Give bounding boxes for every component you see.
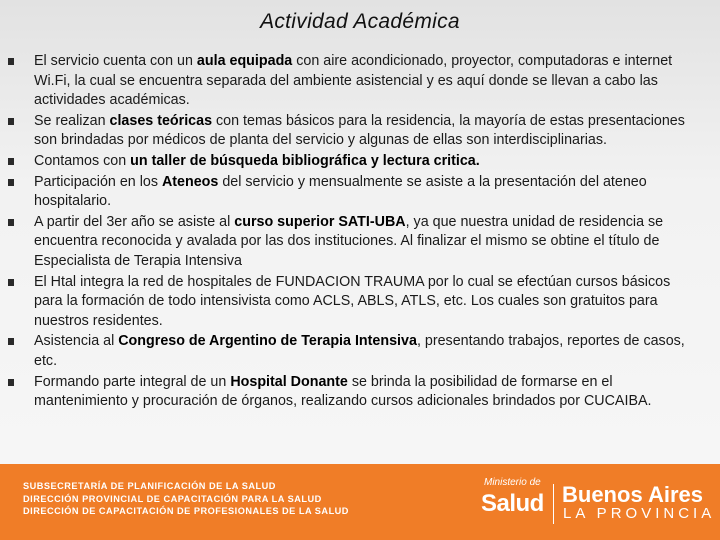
bullet-text: Se realizan [34, 112, 110, 129]
footer-text [23, 480, 349, 518]
bullet-text: Contamos con [34, 152, 131, 169]
bullet-emphasis: Hospital Donante [230, 373, 348, 390]
bullet-text: A partir del 3er año se asiste al [34, 213, 235, 230]
footer-line-2: DIRECCIÓN PROVINCIAL DE CAPACITACIÓN PARA LA SALUD [23, 493, 322, 504]
bullet-square-icon [8, 179, 14, 186]
salud-logo: Salud [481, 490, 544, 517]
bullet-emphasis: Congreso de Argentino de Terapia Intensiva [118, 333, 417, 350]
bullet-item [8, 112, 698, 151]
provincia-label: LA PROVINCIA [563, 505, 716, 522]
bullet-text: El Htal integra la red de hospitales de FUNDACION TRAUMA por lo cual se efectúan cursos básicos para la formación de todo intensivista como ACLS, ABLS, ATLS, etc. Los cuales son gratuitos para nuestros residentes. [34, 273, 671, 329]
bullet-list [8, 52, 698, 413]
bullet-item [8, 52, 698, 111]
logo-divider [553, 484, 554, 524]
bullet-square-icon [8, 58, 14, 65]
bullet-square-icon [8, 338, 14, 345]
bullet-item [8, 152, 698, 172]
bullet-text: , ya que nuestra unidad de residencia se encuentra reconocida y avalada por las dos instituciones. Al finalizar el mismo se obtine el título de Especialista de Terapia Intensiva [34, 213, 664, 269]
bullet-text: Participación en los [34, 173, 162, 190]
bullet-item [8, 173, 698, 212]
bullet-square-icon [8, 158, 14, 165]
bullet-square-icon [8, 279, 14, 286]
footer-banner [0, 464, 720, 540]
bullet-text: se brinda la posibilidad de formarse en el mantenimiento y procuración de órganos, realizando cursos adicionales brindados por CUCAIBA. [34, 373, 652, 410]
bullet-text: con temas básicos para la residencia, la mayoría de estas presentaciones son brindadas por médicos de planta del servicio y algunas de ellas son interdisciplinarias. [34, 112, 685, 149]
bullet-item [8, 373, 698, 412]
bullet-text: El servicio cuenta con un [34, 53, 197, 69]
bullet-emphasis: un taller de búsqueda bibliográfica y lectura critica. [130, 152, 480, 169]
bullet-text: Formando parte integral de un [34, 373, 231, 390]
bullet-emphasis: Ateneos [161, 173, 219, 190]
footer-line-3: DIRECCIÓN DE CAPACITACIÓN DE PROFESIONALES DE LA SALUD [23, 506, 349, 516]
bullet-item [8, 332, 698, 371]
bullet-emphasis: aula equipada [196, 53, 293, 69]
buenos-aires-logo: Buenos Aires [562, 482, 704, 507]
footer-line-1: SUBSECRETARÍA DE PLANIFICACIÓN DE LA SALUD [23, 481, 276, 491]
bullet-square-icon [8, 379, 14, 386]
bullet-item [8, 273, 698, 332]
bullet-text: con aire acondicionado, proyector, computadoras e internet Wi.Fi, la cual se encuentra separada del ambiente asistencial y es aquí donde se llevan a cabo las actividades académicas. [34, 53, 673, 109]
slide-title: Actividad Académica [260, 10, 460, 33]
bullet-item [8, 213, 698, 272]
bullet-square-icon [8, 219, 14, 226]
bullet-emphasis: clases teóricas [109, 112, 213, 129]
bullet-text: Asistencia al [34, 333, 119, 350]
bullet-text: , presentando trabajos, reportes de casos, etc. [34, 333, 685, 369]
bullet-emphasis: curso superior SATI-UBA [234, 213, 406, 230]
bullet-text: del servicio y mensualmente se asiste a la presentación del ateneo hospitalario. [34, 173, 647, 210]
ministerio-label: Ministerio de [484, 477, 541, 488]
bullet-square-icon [8, 118, 14, 125]
